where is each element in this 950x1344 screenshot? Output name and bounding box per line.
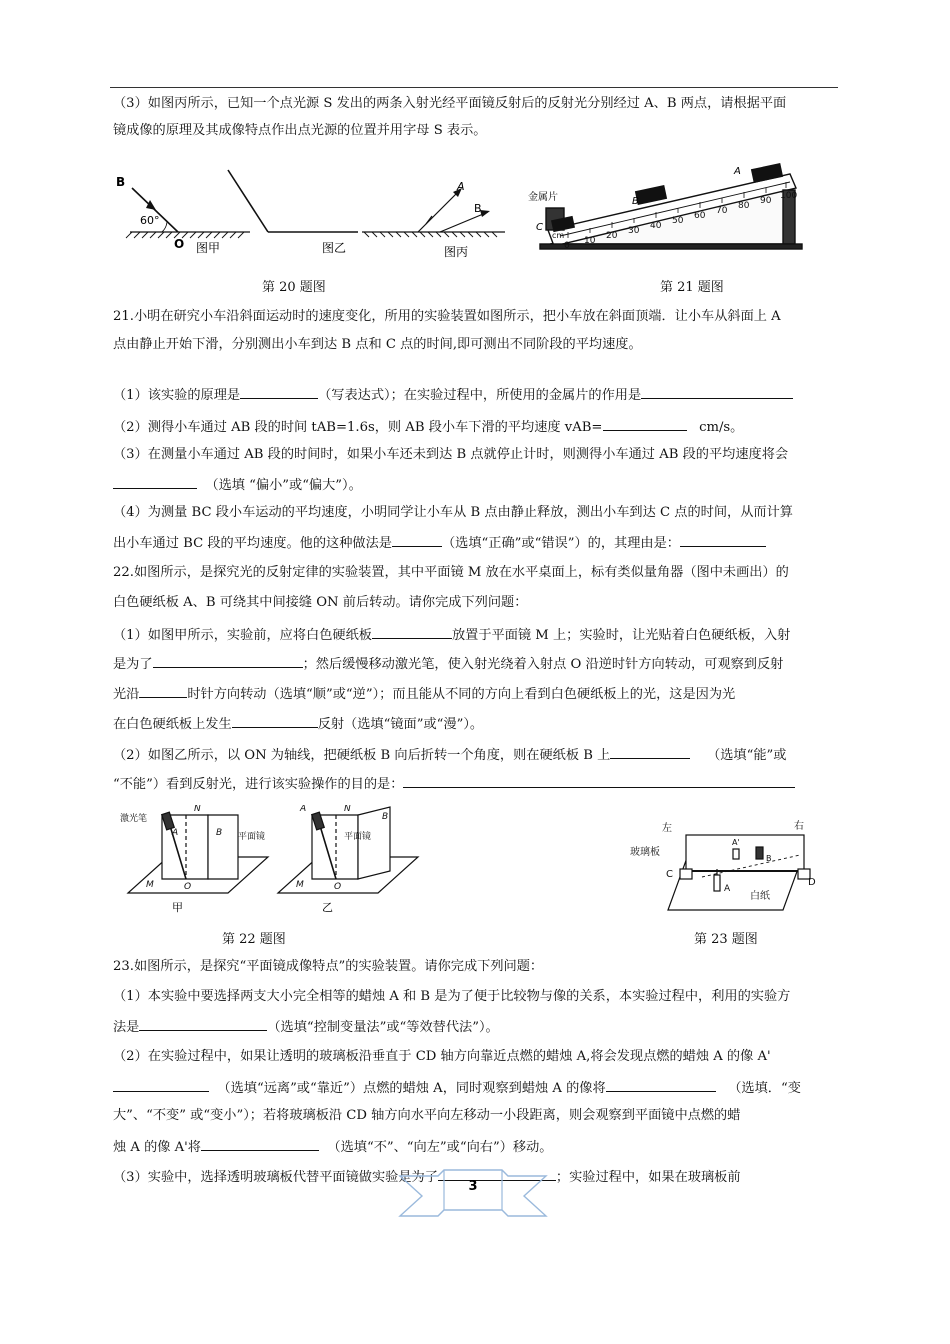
ruler-70: 70 xyxy=(716,206,728,216)
q21-blank-vab[interactable] xyxy=(603,417,687,431)
ruler-30: 30 xyxy=(628,226,640,236)
fig20-label-B: B xyxy=(116,175,126,189)
fig23-A1-label: A' xyxy=(732,838,740,847)
fig22-N-label-2: N xyxy=(344,805,351,814)
fig20-caption: 第 20 题图 xyxy=(262,280,326,295)
ruler-40: 40 xyxy=(650,221,662,231)
q21-part3-line1: （3）在测量小车通过 AB 段的时间时，如果小车还未到达 B 点就停止计时，则测得小车通过 AB 段的平均速度将会 xyxy=(113,447,789,462)
figure-20 xyxy=(110,160,510,265)
q21-part2: （2）测得小车通过 AB 段的时间 tAB=1.6s，则 AB 段小车下滑的平均速度 vAB= cm/s。 xyxy=(113,417,743,437)
fig22-mirror-label: 平面镜 xyxy=(238,832,266,842)
fig20-caption-bing: 图丙 xyxy=(444,245,469,259)
q23-part2-line3: 大”、“不变” 或“变小”）；若将玻璃板沿 CD 轴方向水平向左移动一小段距离，则会观察到平面镜中点燃的蜡 xyxy=(113,1108,741,1123)
fig22-A-label-2: A xyxy=(300,805,307,814)
fig22-A-label: A xyxy=(172,828,179,838)
q23-blank-image-size[interactable] xyxy=(606,1078,716,1092)
q21-part4-line2: 出小车通过 BC 段的平均速度。他的这种做法是 （选填“正确”或“错误”）的，其理由是： xyxy=(113,533,766,553)
q23-blank-image-move[interactable] xyxy=(113,1078,209,1092)
ruler-0: 0 xyxy=(564,241,570,251)
fig22-M-label: M xyxy=(146,880,154,890)
q22-blank-direction[interactable] xyxy=(139,684,187,698)
q21-stem-line1: 21.小明在研究小车沿斜面运动时的速度变化，所用的实验装置如图所示，把小车放在斜面顶端．让小车从斜面上 A xyxy=(113,309,781,324)
ruler-unit: cm xyxy=(552,231,565,240)
q21-blank-metal-role[interactable] xyxy=(641,385,793,399)
fig20-caption-jia: 图甲 xyxy=(196,241,221,255)
fig20-label-B2: B xyxy=(474,202,482,215)
fig23-D-label: D xyxy=(808,877,816,888)
fig23-B-label: B xyxy=(766,854,772,863)
q22-part2-line2: “不能”）看到反射光，进行该实验操作的目的是： xyxy=(113,774,795,794)
ruler-10: 10 xyxy=(584,236,596,246)
q23-blank-image-shift[interactable] xyxy=(201,1137,319,1151)
q23-stem: 23.如图所示，是探究“平面镜成像特点”的实验装置。请你完成下列问题： xyxy=(113,959,544,974)
fig22-laser-label: 激光笔 xyxy=(120,814,148,824)
fig22-B-label-2: B xyxy=(382,812,389,822)
q20-part3-line1: （3）如图丙所示，已知一个点光源 S 发出的两条入射光经平面镜反射后的反射光分别经过 A、B 两点，请根据平面 xyxy=(113,96,787,111)
fig23-right-label: 右 xyxy=(794,821,804,832)
fig22-yi: 乙 xyxy=(322,901,333,914)
q22-blank-placement[interactable] xyxy=(372,625,452,639)
q22-blank-purpose2[interactable] xyxy=(403,774,795,788)
fig21-caption: 第 21 题图 xyxy=(660,280,724,295)
q21-part4-line1: （4）为测量 BC 段小车运动的平均速度，小明同学让小车从 B 点由静止释放，测出小车到达 C 点的时间，从而计算 xyxy=(113,505,793,520)
fig22-O-label-2: O xyxy=(334,882,342,892)
ruler-50: 50 xyxy=(672,216,684,226)
figure-22 xyxy=(120,805,420,915)
q20-part3-line2: 镜成像的原理及其成像特点作出点光源的位置并用字母 S 表示。 xyxy=(113,123,487,138)
ruler-90: 90 xyxy=(760,196,772,206)
q21-stem-line2: 点由静止开始下滑，分别测出小车到达 B 点和 C 点的时间,即可测出不同阶段的平均速度。 xyxy=(113,337,642,352)
ruler-20: 20 xyxy=(606,231,618,241)
fig23-glass-label: 玻璃板 xyxy=(630,847,660,858)
q21-blank-principle[interactable] xyxy=(240,385,318,399)
q23-blank-method[interactable] xyxy=(139,1017,267,1031)
q22-blank-purpose[interactable] xyxy=(153,654,303,668)
q23-part2-line1: （2）在实验过程中，如果让透明的玻璃板沿垂直于 CD 轴方向靠近点燃的蜡烛 A,将会发现点燃的蜡烛 A 的像 A' xyxy=(113,1049,771,1064)
fig21-label-A: A xyxy=(734,166,741,177)
fig22-jia: 甲 xyxy=(172,901,183,914)
fig20-label-A: A xyxy=(457,180,465,193)
fig23-paper-label: 白纸 xyxy=(750,891,770,902)
q23-part2-line2: （选填“远离”或“靠近”）点燃的蜡烛 A，同时观察到蜡烛 A 的像将 （选填．“变 xyxy=(113,1078,801,1098)
fig22-mirror-label-2: 平面镜 xyxy=(344,832,372,842)
q22-part1-line1: （1）如图甲所示，实验前，应将白色硬纸板 放置于平面镜 M 上；实验时，让光贴着白色硬纸板，入射 xyxy=(113,625,790,645)
q22-part2-line1: （2）如图乙所示，以 ON 为轴线，把硬纸板 B 向后折转一个角度，则在硬纸板 B 上 （选填“能”或 xyxy=(113,745,786,765)
fig20-caption-yi: 图乙 xyxy=(322,241,347,255)
fig21-label-C: C xyxy=(536,222,543,233)
fig22-caption: 第 22 题图 xyxy=(222,932,286,947)
q23-part1-line2: 法是 （选填“控制变量法”或“等效替代法”）。 xyxy=(113,1017,499,1037)
page-number: 3 xyxy=(468,1179,478,1194)
fig23-caption: 第 23 题图 xyxy=(694,932,758,947)
q23-part1-line1: （1）本实验中要选择两支大小完全相等的蜡烛 A 和 B 是为了便于比较物与像的关系，本实验过程中，利用的实验方 xyxy=(113,989,791,1004)
header-rule xyxy=(110,87,838,88)
q21-part1: （1）该实验的原理是 （写表达式）；在实验过程中，所使用的金属片的作用是 xyxy=(113,385,793,405)
q21-blank-reason[interactable] xyxy=(680,533,766,547)
q21-blank-speed-effect[interactable] xyxy=(113,475,197,489)
fig20-angle: 60° xyxy=(140,214,160,227)
fig22-M-label-2: M xyxy=(296,880,304,890)
fig21-label-B: B xyxy=(632,196,639,207)
ruler-60: 60 xyxy=(694,211,706,221)
page-number-badge xyxy=(398,1168,548,1220)
q22-part1-line4: 在白色硬纸板上发生 反射（选填“镜面”或“漫”）。 xyxy=(113,714,483,734)
fig20-label-O: O xyxy=(174,237,185,251)
q22-blank-reflection-type[interactable] xyxy=(232,714,318,728)
fig23-left-label: 左 xyxy=(662,823,672,834)
q21-part3-line2: （选填 “偏小”或“偏大”）。 xyxy=(113,475,362,495)
q22-stem-line1: 22.如图所示，是探究光的反射定律的实验装置，其中平面镜 M 放在水平桌面上，标有类似量角器（图中未画出）的 xyxy=(113,565,789,580)
q22-part1-line3: 光沿 时针方向转动（选填“顺”或“逆”）；而且能从不同的方向上看到白色硬纸板上的光，这是因为光 xyxy=(113,684,735,704)
fig21-metal-label: 金属片 xyxy=(528,192,558,203)
fig23-C-label: C xyxy=(666,869,673,880)
q21-blank-correct[interactable] xyxy=(392,533,442,547)
q22-stem-line2: 白色硬纸板 A、B 可绕其中间接缝 ON 前后转动。请你完成下列问题： xyxy=(113,595,528,610)
fig22-B-label: B xyxy=(216,828,223,838)
q22-part1-line2: 是为了 ；然后缓慢移动激光笔，使入射光绕着入射点 O 沿逆时针方向转动，可观察到反射 xyxy=(113,654,783,674)
q23-part3-line1: （3）实验中，选择透明玻璃板代替平面镜做实验是为了 ；实验过程中，如果在玻璃板前 xyxy=(113,1167,741,1187)
q22-blank-can-see[interactable] xyxy=(610,745,690,759)
fig22-N-label: N xyxy=(194,805,201,814)
figure-23 xyxy=(628,815,818,915)
ruler-80: 80 xyxy=(738,201,750,211)
fig22-O-label: O xyxy=(184,882,192,892)
q23-part2-line4: 烛 A 的像 A'将 （选填“不”、“向左”或“向右”）移动。 xyxy=(113,1137,552,1157)
ruler-100: 100 xyxy=(780,191,798,201)
figure-21 xyxy=(528,160,818,260)
fig23-A-label: A xyxy=(724,884,731,894)
